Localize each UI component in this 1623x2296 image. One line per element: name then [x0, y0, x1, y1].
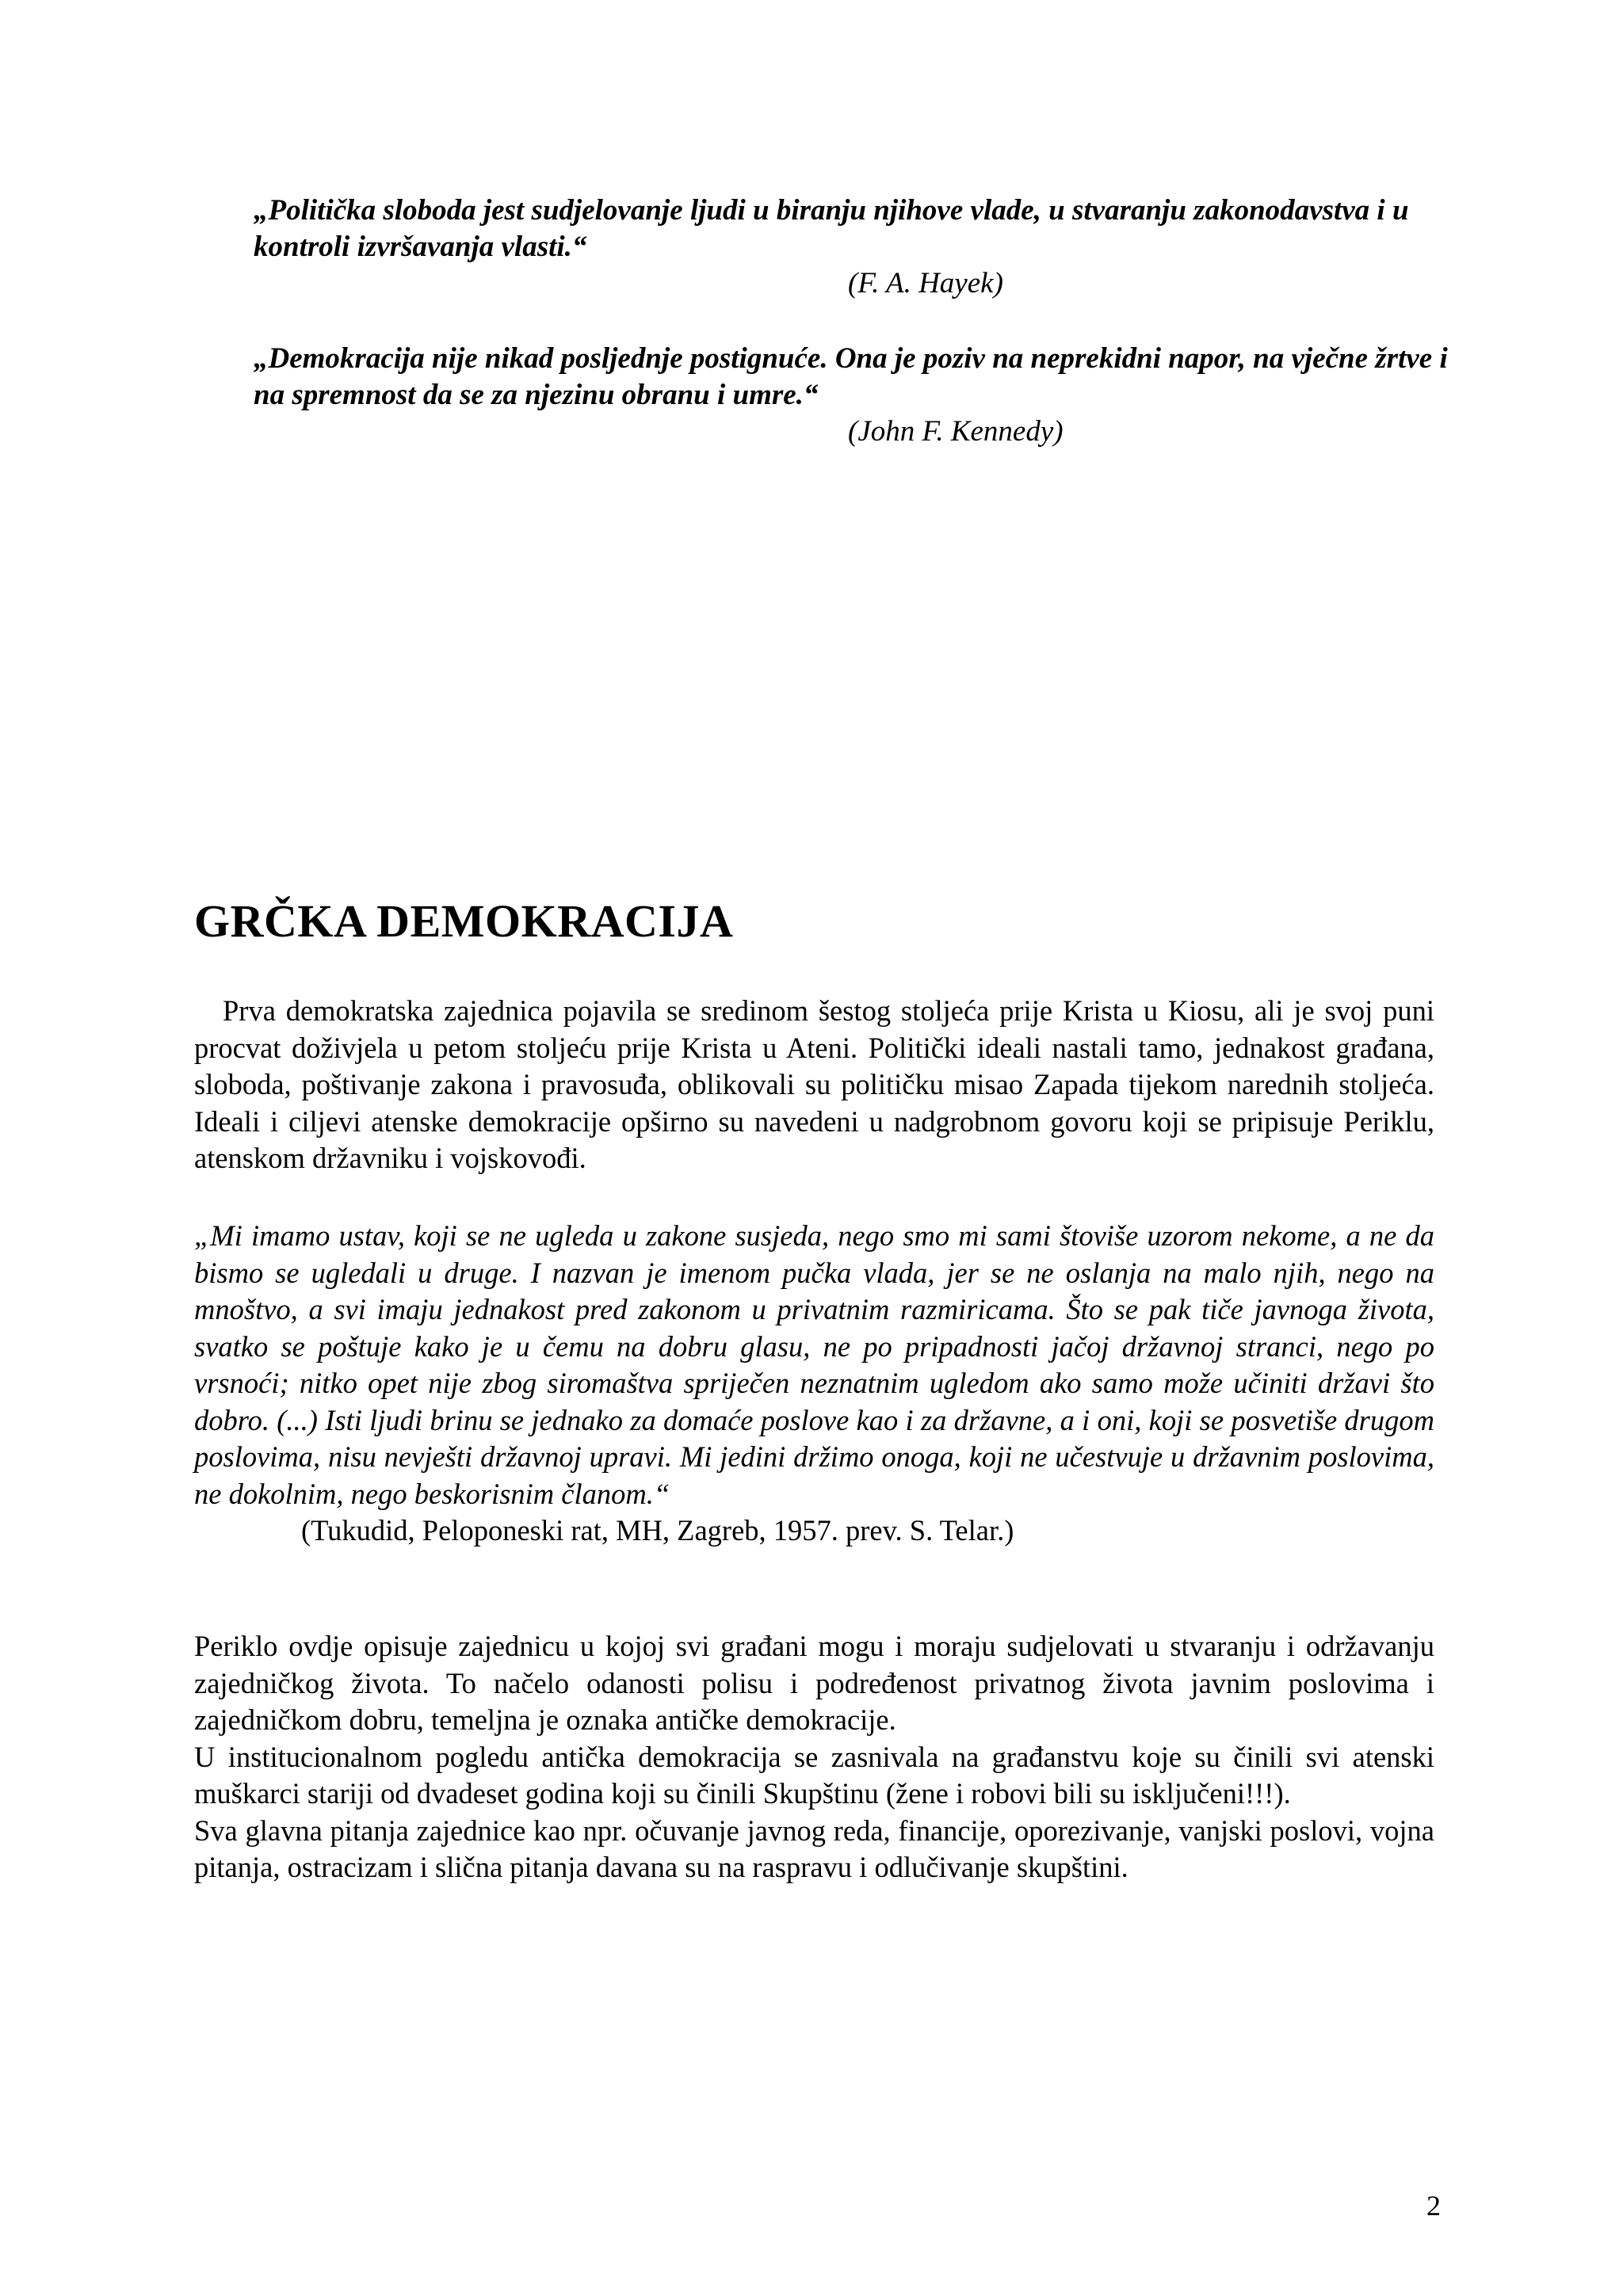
paragraph-text: Periklo ovdje opisuje zajednicu u kojoj svi građani mogu i moraju sudjelovati u stvaranju i održavanju zajedničkog života. To načelo odanosti polisu i podređenost privatnog života javnim poslovima i zajedničkom dobru, temeljna je oznaka antičke demokracije.	[194, 1630, 1434, 1736]
quote-text: „Politička sloboda jest sudjelovanje ljudi u biranju njihove vlade, u stvaranju zakonodavstva i u kontroli izvršavanja vlasti.“	[254, 194, 1409, 263]
quote-author: (John F. Kennedy)	[848, 415, 1064, 448]
pericles-quote	[194, 1218, 1434, 1550]
quote-text: „Demokracija nije nikad posljednje postignuće. Ona je poziv na neprekidni napor, na vječne žrtve i na spremnost da se za njezinu obranu i umre.“	[254, 342, 1448, 411]
quote-source: (Tukudid, Peloponeski rat, MH, Zagreb, 1957. prev. S. Telar.)	[301, 1514, 1014, 1547]
hayek-quote	[254, 193, 1458, 302]
paragraph-text: Prva demokratska zajednica pojavila se sredinom šestog stoljeća prije Krista u Kiosu, ali je svoj puni procvat doživjela u petom stoljeću prije Krista u Ateni. Politički ideali nastali tamo, jednakost građana, sloboda, poštivanje zakona i pravosuđa, oblikovali su političku misao Zapada tijekom narednih stoljeća. Ideali i ciljevi atenske demokracije opširno su navedeni u nadgrobnom govoru koji se pripisuje Periklu, atenskom državniku i vojskovođi.	[194, 994, 1434, 1174]
paragraph-text: Sva glavna pitanja zajednice kao npr. očuvanje javnog reda, financije, oporezivanje, vanjski poslovi, vojna pitanja, ostracizam i slična pitanja davana su na raspravu i odlučivanje skupštini.	[194, 1814, 1434, 1883]
kennedy-quote	[254, 341, 1458, 450]
section-title: GRČKA DEMOKRACIJA	[194, 895, 734, 947]
page-number: 2	[1426, 2190, 1441, 2222]
intro-paragraph	[194, 993, 1434, 1177]
paragraph-text: U institucionalnom pogledu antička demokracija se zasnivala na građanstvu koje su činili svi atenski muškarci stariji od dvadeset godina koji su činili Skupštinu (žene i robovi bili su isključeni!!!).	[194, 1740, 1434, 1810]
closing-paragraphs	[194, 1628, 1434, 1886]
quote-author: (F. A. Hayek)	[848, 267, 1003, 299]
quote-text: „Mi imamo ustav, koji se ne ugleda u zakone susjeda, nego smo mi sami štoviše uzorom nekome, a ne da bismo se ugledali u druge. I nazvan je imenom pučka vlada, jer se ne oslanja na malo njih, nego na mnoštvo, a svi imaju jednakost pred zakonom u privatnim razmiricama. Što se pak tiče javnoga života, svatko se poštuje kako je u čemu na dobru glasu, ne po pripadnosti jačoj državnoj stranci, nego po vrsnoći; nitko opet nije zbog siromaštva spriječen neznatnim ugledom ako samo može učiniti državi što dobro. (...) Isti ljudi brinu se jednako za domaće poslove kao i za državne, a i oni, koji se posvetiše drugom poslovima, nisu nevješti državnoj upravi. Mi jedini držimo onoga, koji ne učestvuje u državnim poslovima, ne dokolnim, nego beskorisnim članom.“	[194, 1219, 1434, 1510]
